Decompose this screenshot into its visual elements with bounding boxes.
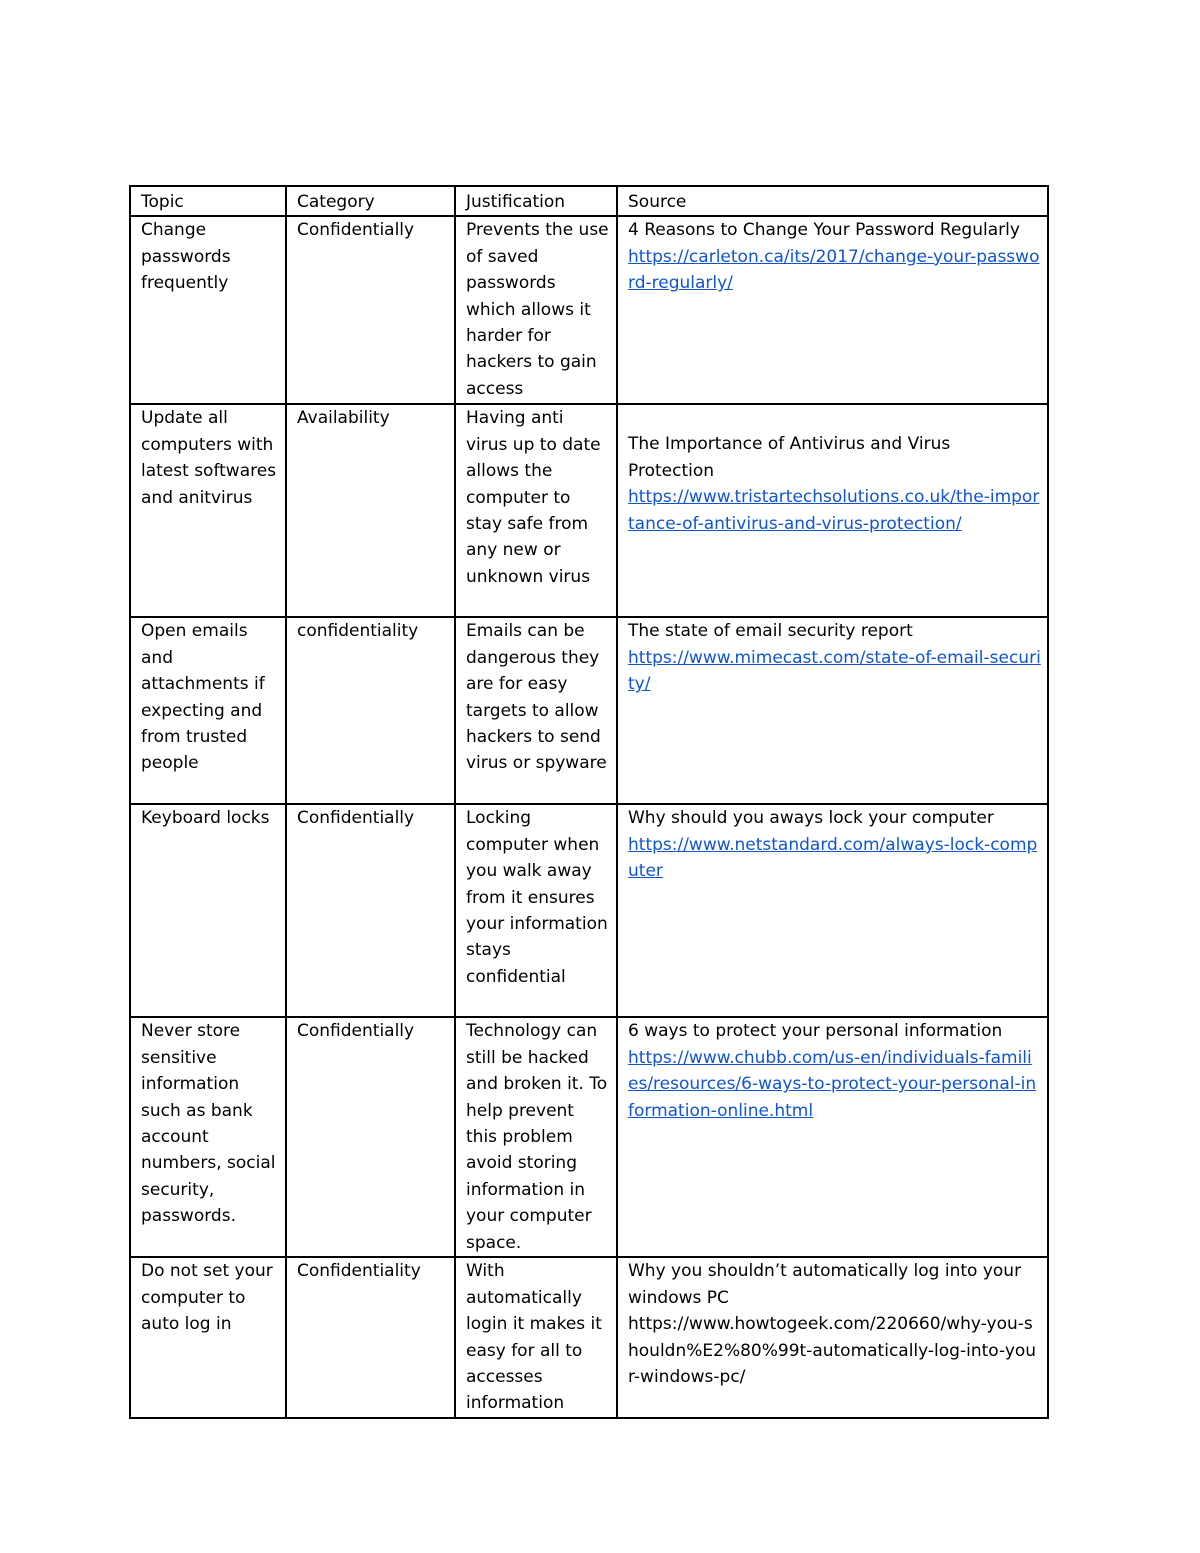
cell-category: [286, 1017, 455, 1257]
category-text: confidentiality: [297, 621, 419, 642]
source-url-text: https://www.howtogeek.com/220660/why-you-shouldn%E2%80%99t-automatically-log-into-your-windows-pc/: [628, 1314, 1037, 1388]
category-text: Confidentially: [297, 808, 415, 829]
source-title: The state of email security report: [628, 621, 913, 642]
justification-text: Having anti virus up to date allows the computer to stay safe from any new or unknown virus: [466, 408, 601, 587]
justification-text: With automatically login it makes it easy for all to accesses information: [466, 1261, 602, 1414]
table-row: [130, 1017, 1048, 1257]
topic-text: Never store sensitive information such as bank account numbers, social security, passwords.: [141, 1021, 276, 1227]
cell-topic: [130, 404, 286, 617]
justification-text: Emails can be dangerous they are for easy targets to allow hackers to send virus or spyware: [466, 621, 607, 774]
header-justification: Justification: [455, 186, 617, 216]
cell-source: [617, 1257, 1048, 1417]
justification-text: Locking computer when you walk away from it ensures your information stays confidential: [466, 808, 608, 987]
cell-topic: [130, 216, 286, 404]
header-category: Category: [286, 186, 455, 216]
table-row: [130, 617, 1048, 804]
cell-category: [286, 1257, 455, 1417]
cell-justification: [455, 1257, 617, 1417]
source-link[interactable]: https://carleton.ca/its/2017/change-your-password-regularly/: [628, 246, 1040, 294]
topic-text: Change passwords frequently: [141, 220, 231, 294]
cell-topic: [130, 1017, 286, 1257]
source-link[interactable]: https://www.tristartechsolutions.co.uk/the-importance-of-antivirus-and-virus-protection/: [628, 487, 1040, 534]
table-row: [130, 804, 1048, 1017]
source-link[interactable]: https://www.netstandard.com/always-lock-computer: [628, 834, 1038, 882]
cell-category: [286, 404, 455, 617]
topic-text: Do not set your computer to auto log in: [141, 1261, 273, 1335]
source-title: Why you shouldn’t automatically log into your windows PC: [628, 1261, 1022, 1308]
cell-source: [617, 404, 1048, 617]
cell-source: [617, 1017, 1048, 1257]
source-link[interactable]: https://www.chubb.com/us-en/individuals-families/resources/6-ways-to-protect-your-personal-information-online.html: [628, 1047, 1037, 1121]
table-row: [130, 216, 1048, 404]
topic-text: Open emails and attachments if expecting and from trusted people: [141, 621, 265, 774]
cell-justification: [455, 617, 617, 804]
justification-text: Technology can still be hacked and broken it. To help prevent this problem avoid storing information in your computer space.: [466, 1021, 608, 1253]
topic-text: Keyboard locks: [141, 808, 270, 829]
category-text: Confidentiality: [297, 1261, 421, 1282]
blank-line: [628, 405, 1041, 431]
cell-topic: [130, 617, 286, 804]
cell-justification: [455, 404, 617, 617]
cell-justification: [455, 1017, 617, 1257]
cell-topic: [130, 1257, 286, 1417]
cell-category: [286, 804, 455, 1017]
justification-text: Prevents the use of saved passwords which allows it harder for hackers to gain access: [466, 220, 609, 399]
category-text: Availability: [297, 408, 390, 429]
table-row: [130, 404, 1048, 617]
source-title: 4 Reasons to Change Your Password Regularly: [628, 220, 1020, 241]
header-topic: Topic: [130, 186, 286, 216]
cell-topic: [130, 804, 286, 1017]
cell-category: [286, 617, 455, 804]
source-link[interactable]: https://www.mimecast.com/state-of-email-security/: [628, 647, 1041, 695]
cell-category: [286, 216, 455, 404]
category-text: Confidentially: [297, 1021, 415, 1042]
cell-justification: [455, 216, 617, 404]
cell-source: [617, 617, 1048, 804]
cell-source: [617, 216, 1048, 404]
topic-text: Update all computers with latest softwares and anitvirus: [141, 408, 277, 508]
source-title: Why should you aways lock your computer: [628, 808, 994, 829]
source-title: The Importance of Antivirus and Virus Protection: [628, 434, 951, 481]
table-header-row: [130, 186, 1048, 216]
category-text: Confidentially: [297, 220, 415, 241]
header-source: Source: [617, 186, 1048, 216]
table-row: [130, 1257, 1048, 1417]
cell-justification: [455, 804, 617, 1017]
security-practices-table: [129, 185, 1049, 1419]
source-title: 6 ways to protect your personal information: [628, 1021, 1003, 1042]
cell-source: [617, 804, 1048, 1017]
